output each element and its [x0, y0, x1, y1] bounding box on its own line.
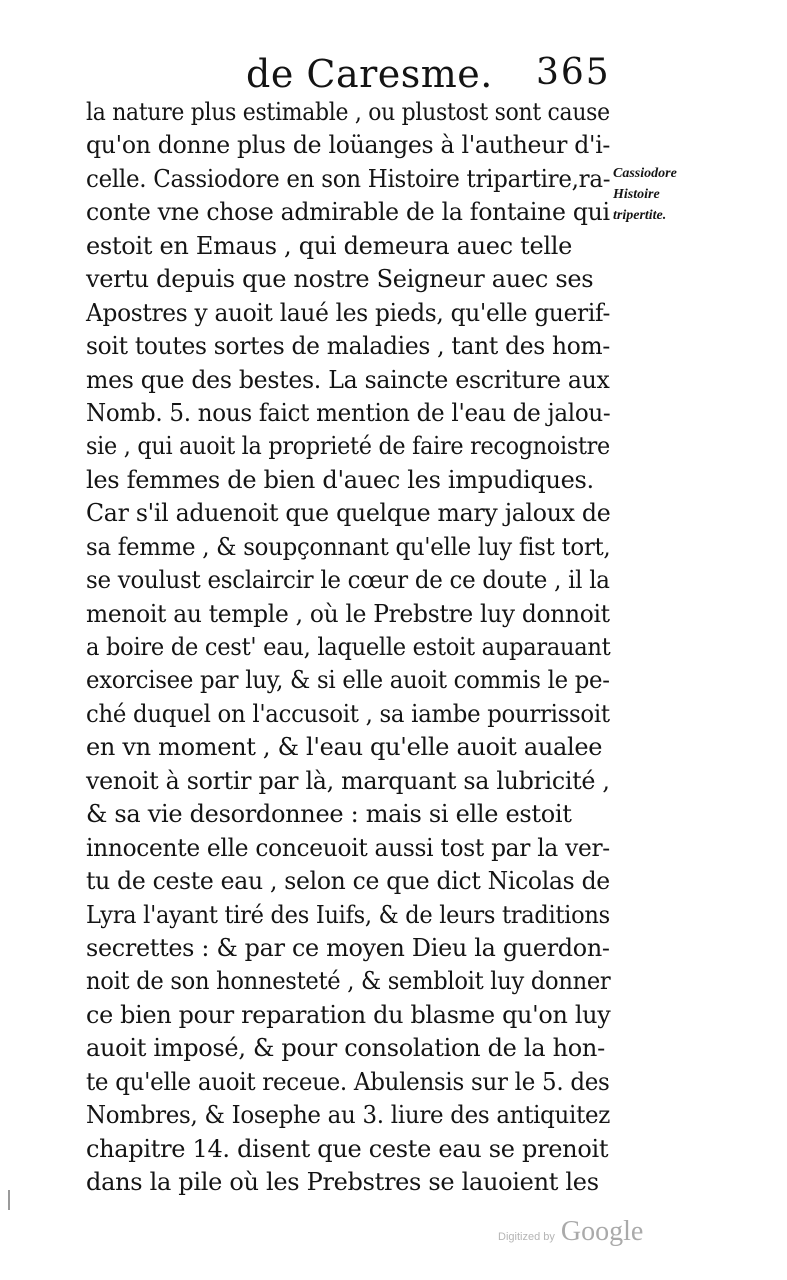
text-line: Apostres y auoit laué les pieds, qu'elle guerif-: [86, 298, 611, 327]
text-line: dans la pile où les Prebstres se lauoient les: [86, 1168, 599, 1196]
gutter-mark: [8, 1190, 10, 1210]
watermark-prefix: Digitized by: [498, 1231, 555, 1243]
text-line: innocente elle conceuoit aussi tost par la ver-: [86, 833, 610, 862]
text-line: Nombres, & Iosephe au 3. liure des antiquitez: [86, 1101, 611, 1130]
text-line: Lyra l'ayant tiré des Iuifs, & de leurs traditions: [86, 900, 610, 929]
text-line: Car s'il aduenoit que quelque mary jaloux de: [86, 499, 611, 528]
text-line: qu'on donne plus de loüanges à l'autheur d'i-: [86, 131, 611, 160]
text-line: exorcisee par luy, & si elle auoit commis le pe-: [86, 666, 610, 695]
text-line: menoit au temple , où le Prebstre luy donnoit: [86, 599, 610, 628]
text-line: noit de son honnesteté , & sembloit luy donner: [86, 967, 611, 996]
text-line: te qu'elle auoit receue. Abulensis sur le 5. des: [86, 1067, 610, 1096]
watermark-logo: Google: [560, 1216, 644, 1247]
text-line: sie , qui auoit la proprieté de faire recognoistre: [86, 432, 610, 461]
text-line: estoit en Emaus , qui demeura auec telle: [86, 231, 573, 260]
text-line: sa femme , & soupçonnant qu'elle luy fist tort,: [86, 532, 611, 561]
text-line: Nomb. 5. nous faict mention de l'eau de jalou-: [86, 398, 611, 427]
margin-note-line: Cassiodore: [613, 166, 677, 181]
text-line: ché duquel on l'accusoit , sa iambe pourrissoit: [86, 699, 610, 728]
text-line: chapitre 14. disent que ceste eau se prenoit: [86, 1134, 609, 1163]
text-line: conte vne chose admirable de la fontaine qui: [86, 198, 610, 227]
margin-note-line: tripertite.: [613, 208, 667, 223]
text-line: vertu depuis que nostre Seigneur auec ses: [86, 265, 594, 294]
text-line: ce bien pour reparation du blasme qu'on luy: [86, 1000, 611, 1029]
text-line: celle. Cassiodore en son Histoire tripartire,ra-: [86, 164, 611, 193]
text-line: en vn moment , & l'eau qu'elle auoit aualee: [86, 733, 603, 762]
text-line: la nature plus estimable , ou plustost sont cause: [86, 98, 610, 126]
text-line: les femmes de bien d'auec les impudiques.: [86, 465, 594, 494]
text-line: venoit à sortir par là, marquant sa lubricité ,: [86, 766, 610, 795]
text-line: se voulust esclaircir le cœur de ce doute , il la: [86, 566, 610, 595]
text-line: tu de ceste eau , selon ce que dict Nicolas de: [86, 867, 610, 896]
running-title: de Caresme.: [246, 52, 493, 96]
page-number: 365: [536, 52, 611, 93]
digitization-watermark: [498, 1216, 643, 1248]
body-text: [86, 96, 610, 1199]
text-line: soit toutes sortes de maladies , tant des hom-: [86, 332, 610, 361]
text-line: mes que des bestes. La saincte escriture aux: [86, 365, 610, 394]
margin-note-line: Histoire: [613, 187, 660, 202]
text-line: auoit imposé, & pour consolation de la hon-: [86, 1034, 605, 1063]
text-line: a boire de cest' eau, laquelle estoit auparauant: [86, 633, 611, 661]
margin-note: [613, 163, 783, 226]
text-line: secrettes : & par ce moyen Dieu la guerdon-: [86, 933, 610, 962]
text-line: & sa vie desordonnee : mais si elle estoit: [86, 800, 572, 829]
